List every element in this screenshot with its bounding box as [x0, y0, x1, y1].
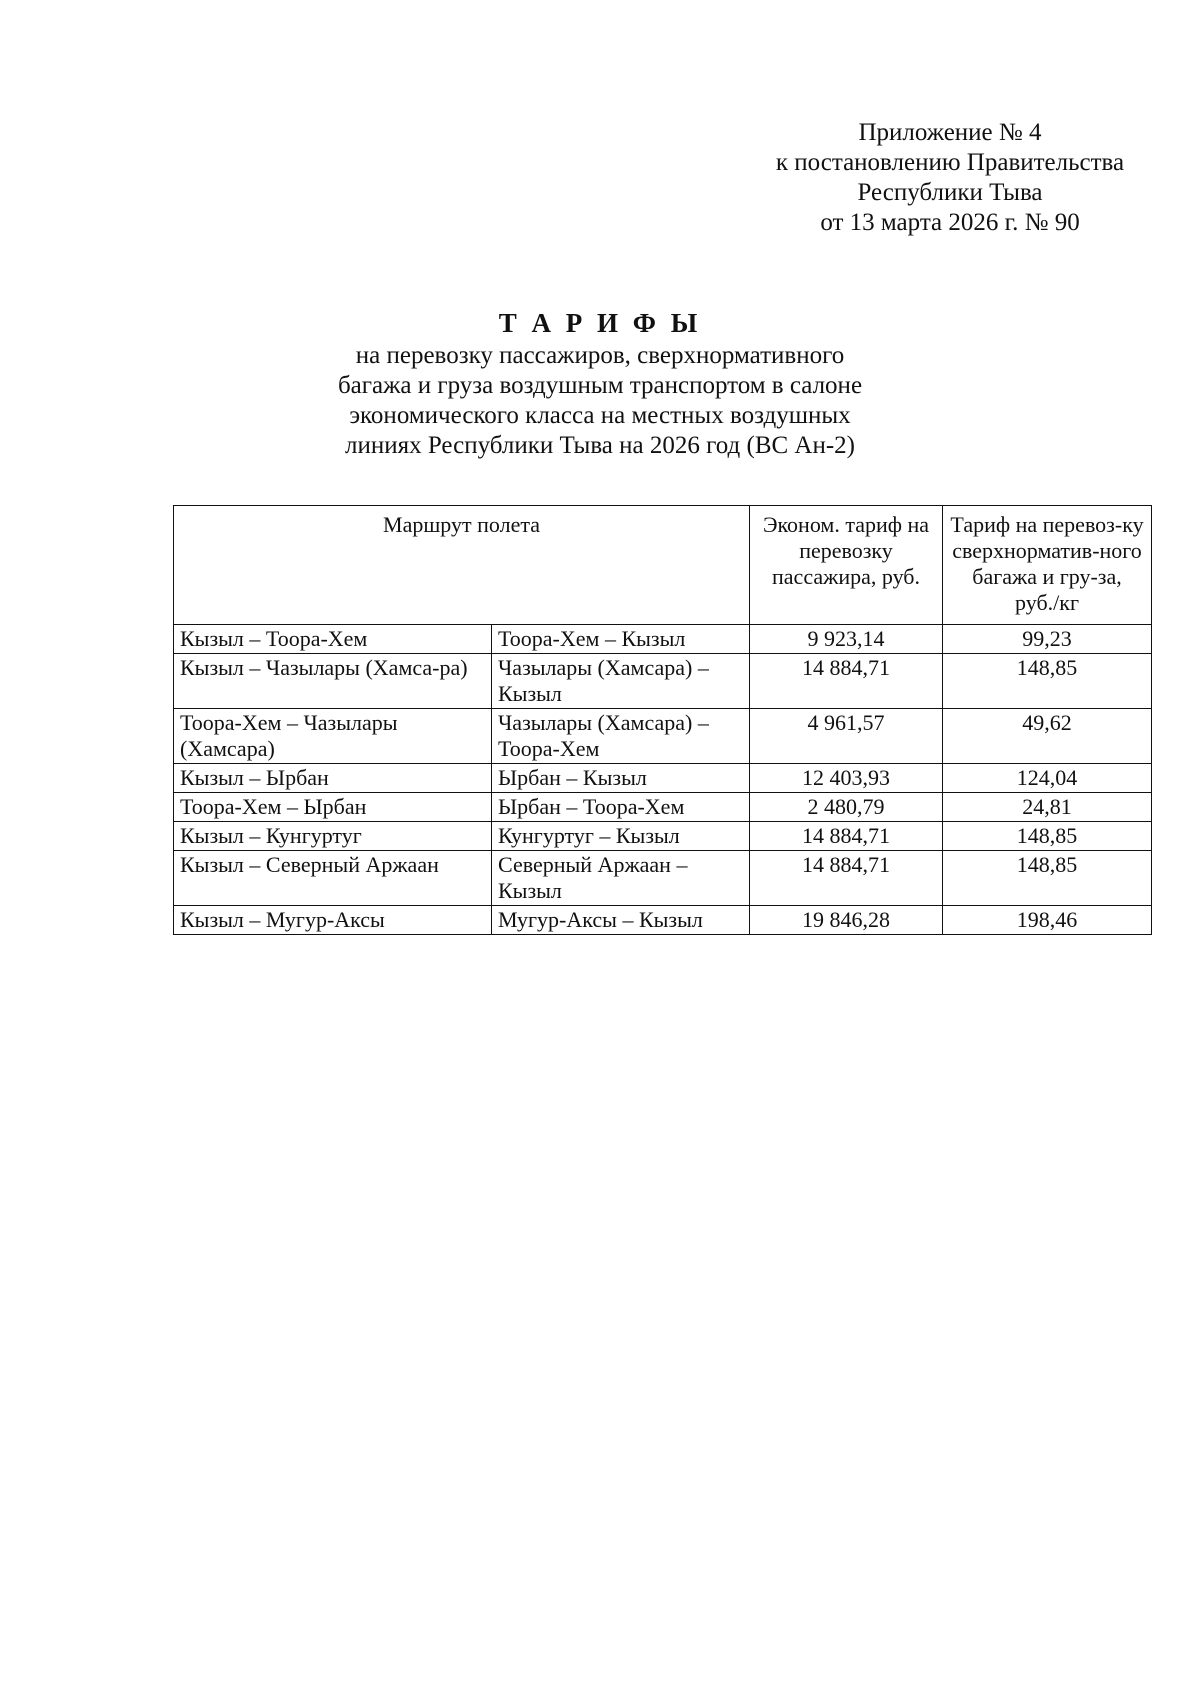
- route-back: Ырбан – Кызыл: [492, 764, 750, 793]
- passenger-fare: 19 846,28: [750, 906, 943, 935]
- route-there: Кызыл – Ырбан: [174, 764, 492, 793]
- route-back: Кунгуртуг – Кызыл: [492, 822, 750, 851]
- header-route: Маршрут полета: [174, 506, 750, 625]
- route-there: Тоора-Хем – Чазылары (Хамсара): [174, 709, 492, 764]
- subtitle-line: линиях Республики Тыва на 2026 год (ВС Ан-2): [344, 432, 856, 459]
- route-there: Кызыл – Тоора-Хем: [174, 625, 492, 654]
- passenger-fare: 14 884,71: [750, 654, 943, 709]
- cargo-fare: 148,85: [943, 822, 1152, 851]
- document-heading: [300, 307, 900, 461]
- cargo-fare: 24,81: [943, 793, 1152, 822]
- table-row: [174, 822, 1152, 851]
- cargo-fare: 148,85: [943, 851, 1152, 906]
- table-row: [174, 764, 1152, 793]
- table-row: [174, 654, 1152, 709]
- document-subtitle: [300, 341, 900, 461]
- route-back: Тоора-Хем – Кызыл: [492, 625, 750, 654]
- passenger-fare: 14 884,71: [750, 851, 943, 906]
- route-back: Мугур-Аксы – Кызыл: [492, 906, 750, 935]
- passenger-fare: 4 961,57: [750, 709, 943, 764]
- cargo-fare: 49,62: [943, 709, 1152, 764]
- appendix-date: от 13 марта 2026 г. № 90: [820, 209, 1080, 236]
- tariff-table: [173, 505, 1152, 935]
- table-row: [174, 906, 1152, 935]
- subtitle-line: на перевозку пассажиров, сверхнормативного: [355, 342, 845, 369]
- route-back: Чазылары (Хамсара) – Кызыл: [492, 654, 750, 709]
- route-there: Кызыл – Кунгуртуг: [174, 822, 492, 851]
- appendix-government: Республики Тыва: [857, 179, 1043, 206]
- subtitle-line: экономического класса на местных воздушных: [349, 402, 851, 429]
- route-there: Кызыл – Мугур-Аксы: [174, 906, 492, 935]
- subtitle-line: багажа и груза воздушным транспортом в салоне: [337, 372, 863, 399]
- route-there: Кызыл – Чазылары (Хамса-ра): [174, 654, 492, 709]
- passenger-fare: 9 923,14: [750, 625, 943, 654]
- route-back: Ырбан – Тоора-Хем: [492, 793, 750, 822]
- table-row: [174, 625, 1152, 654]
- appendix-number: Приложение № 4: [858, 119, 1042, 146]
- route-back: Чазылары (Хамсара) – Тоора-Хем: [492, 709, 750, 764]
- table-row: [174, 793, 1152, 822]
- header-passenger-fare: Эконом. тариф на перевозку пассажира, руб.: [750, 506, 943, 625]
- route-there: Тоора-Хем – Ырбан: [174, 793, 492, 822]
- route-back: Северный Аржаан – Кызыл: [492, 851, 750, 906]
- header-cargo-fare: Тариф на перевоз-ку сверхнорматив-ного багажа и гру-за, руб./кг: [943, 506, 1152, 625]
- cargo-fare: 99,23: [943, 625, 1152, 654]
- cargo-fare: 198,46: [943, 906, 1152, 935]
- table-row: [174, 851, 1152, 906]
- table-header-row: [174, 506, 1152, 625]
- passenger-fare: 14 884,71: [750, 822, 943, 851]
- appendix-reference: к постановлению Правительства: [775, 149, 1125, 176]
- cargo-fare: 148,85: [943, 654, 1152, 709]
- table-row: [174, 709, 1152, 764]
- cargo-fare: 124,04: [943, 764, 1152, 793]
- passenger-fare: 12 403,93: [750, 764, 943, 793]
- document-title: Т А Р И Ф Ы: [498, 308, 702, 338]
- appendix-header: [740, 118, 1160, 238]
- passenger-fare: 2 480,79: [750, 793, 943, 822]
- route-there: Кызыл – Северный Аржаан: [174, 851, 492, 906]
